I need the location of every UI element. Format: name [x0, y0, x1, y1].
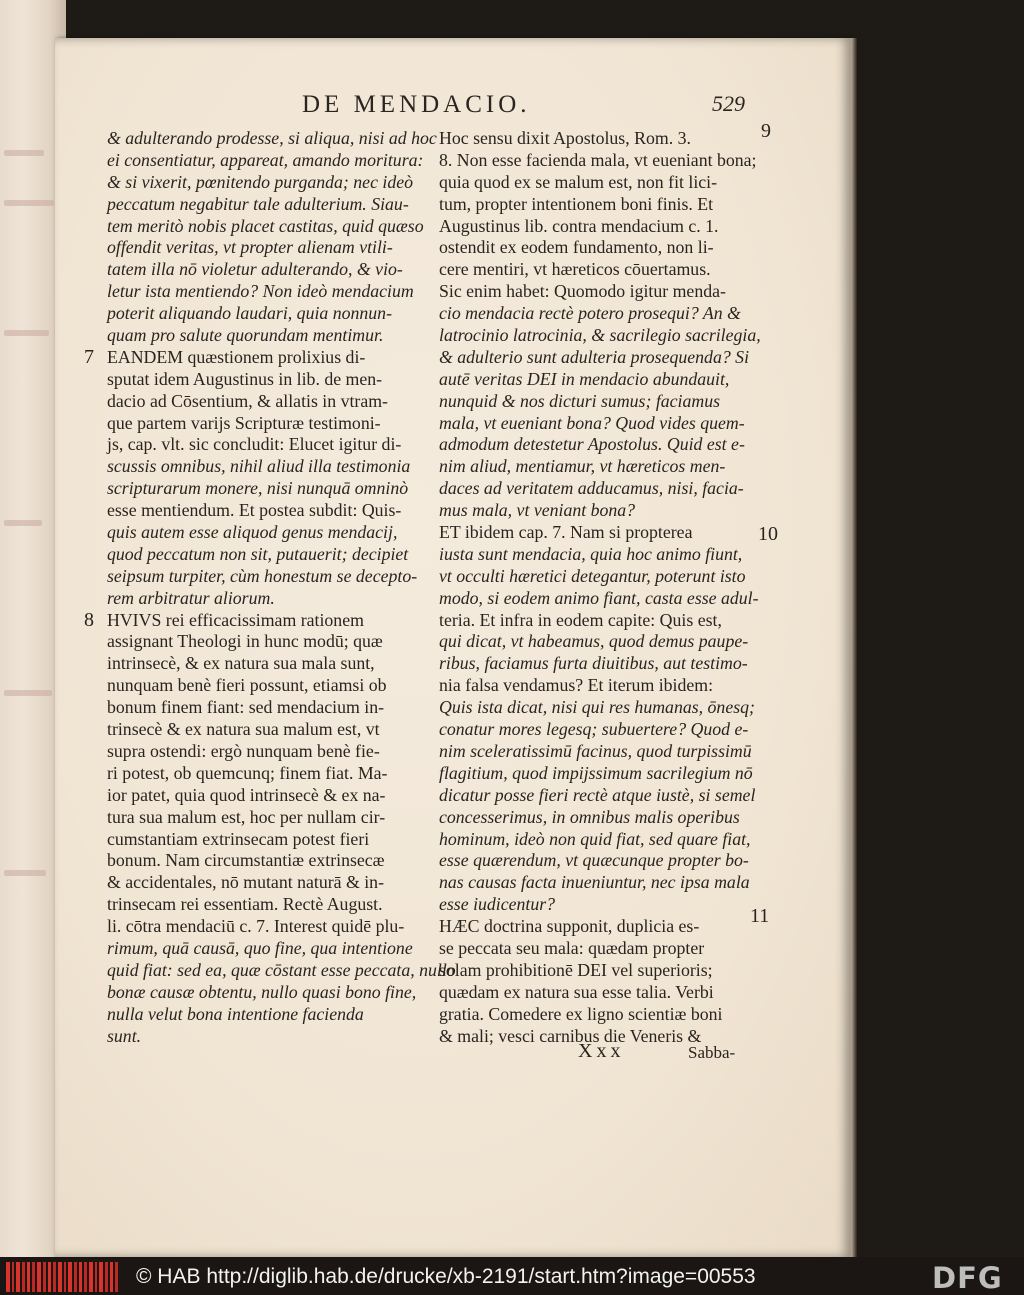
text-line: peccatum negabitur tale adulterium. Siau-: [107, 193, 409, 214]
text-line: dacio ad Cōsentium, & allatis in vtram-: [107, 390, 388, 411]
text-line: se peccata seu mala: quædam propter: [439, 937, 705, 958]
text-line: li. cōtra mendaciū c. 7. Interest quidē plu-: [107, 916, 405, 937]
left-text-column: [107, 128, 456, 1047]
page-edge-shadow: [851, 38, 857, 1257]
text-line: EANDEM quæstionem prolixius di-: [107, 346, 366, 367]
text-line: & accidentales, nō mutant naturā & in-: [107, 872, 384, 893]
text-line: que partem varijs Scripturæ testimoni-: [107, 412, 381, 433]
right-text-column: [439, 128, 769, 1047]
text-line: ET ibidem cap. 7. Nam si propterea: [439, 522, 693, 543]
text-line: rimum, quā causā, quo fine, qua intentione: [107, 937, 413, 958]
text-line: scripturarum monere, nisi nunquā omninò: [107, 478, 409, 499]
text-line: gratia. Comedere ex ligno scientiæ boni: [439, 1003, 723, 1024]
margin-number-8: 8: [84, 609, 94, 631]
text-line: offendit veritas, vt propter alienam vtili-: [107, 237, 393, 258]
text-line: js, cap. vlt. sic concludit: Elucet igitur di-: [107, 434, 402, 455]
text-line: quia quod ex se malum est, non fit lici-: [439, 171, 718, 192]
text-line: hominum, ideò non quid fiat, sed quare fiat,: [439, 828, 751, 849]
text-line: ri potest, ob quemcunq; finem fiat. Ma-: [107, 762, 388, 783]
text-line: sunt.: [107, 1025, 142, 1046]
text-line: quædam ex natura sua esse talia. Verbi: [439, 981, 714, 1002]
barcode-icon: [6, 1262, 118, 1292]
margin-number-10: 10: [758, 523, 778, 545]
text-line: mala, vt eueniant bona? Quod vides quem-: [439, 412, 745, 433]
text-line: & si vixerit, pœnitendo purganda; nec ideò: [107, 171, 414, 192]
running-head: DE MENDACIO.: [302, 91, 531, 118]
text-line: quam pro salute quorundam mentimur.: [107, 325, 384, 346]
text-line: tura sua malum est, hoc per nullam cir-: [107, 806, 386, 827]
text-line: 8. Non esse facienda mala, vt eueniant bona;: [439, 149, 757, 170]
text-line: trinsecam rei essentiam. Rectè August.: [107, 894, 383, 915]
text-line: latrocinio latrocinia, & sacrilegio sacrilegia,: [439, 325, 761, 346]
text-line: sputat idem Augustinus in lib. de men-: [107, 368, 383, 389]
dfg-logo: DFG: [932, 1261, 1003, 1295]
text-line: Quis ista dicat, nisi qui res humanas, ōnesq;: [439, 697, 755, 718]
text-line: quod peccatum non sit, putauerit; decipiet: [107, 543, 409, 564]
text-line: esse quærendum, vt quæcunque propter bo-: [439, 850, 749, 871]
text-line: bonum. Nam circumstantiæ extrinsecæ: [107, 850, 385, 871]
text-line: conatur mores legesq; subuertere? Quod e-: [439, 719, 749, 740]
text-line: dicatur posse fieri rectè atque iustè, si semel: [439, 784, 756, 805]
text-line: concesserimus, in omnibus malis operibus: [439, 806, 740, 827]
text-line: seipsum turpiter, cùm honestum se decepto-: [107, 565, 418, 586]
margin-number-11: 11: [750, 905, 770, 927]
text-line: nim sceleratissimū facinus, quod turpissimū: [439, 740, 752, 761]
text-line: scussis omnibus, nihil aliud illa testimonia: [107, 456, 411, 477]
text-line: modo, si eodem animo fiant, casta esse adul-: [439, 587, 759, 608]
text-line: tem meritò nobis placet castitas, quid quæso: [107, 215, 424, 236]
text-line: qui dicat, vt habeamus, quod demus paupe-: [439, 631, 749, 652]
text-line: & mali; vesci carnibus die Veneris &: [439, 1025, 702, 1046]
text-line: bonum finem fiant: sed mendacium in-: [107, 697, 385, 718]
text-line: poterit aliquando laudari, quia nonnun-: [107, 303, 392, 324]
text-line: ribus, faciamus furta diuitibus, aut testimo-: [439, 653, 748, 674]
text-line: nunquid & nos dicturi sumus; faciamus: [439, 390, 721, 411]
text-line: trinsecè & ex natura sua malum est, vt: [107, 719, 380, 740]
text-line: nulla velut bona intentione facienda: [107, 1003, 364, 1024]
text-line: esse iudicentur?: [439, 894, 556, 915]
text-line: admodum detestetur Apostolus. Quid est e-: [439, 434, 745, 455]
text-line: cumstantiam extrinsecam potest fieri: [107, 828, 370, 849]
signature-mark: Xxx: [578, 1040, 625, 1062]
text-line: HÆC doctrina supponit, duplicia es-: [439, 916, 700, 937]
text-line: cio mendacia rectè potero prosequi? An &: [439, 303, 741, 324]
text-line: assignant Theologi in hunc modū; quæ: [107, 631, 383, 652]
text-line: Hoc sensu dixit Apostolus, Rom. 3.: [439, 128, 691, 148]
text-line: teria. Et infra in eodem capite: Quis est,: [439, 609, 722, 630]
text-line: nim aliud, mentiamur, vt hæreticos men-: [439, 456, 726, 477]
copyright-link[interactable]: © HAB http://diglib.hab.de/drucke/xb-2191/start.htm?image=00553: [136, 1265, 756, 1288]
text-line: nia falsa vendamus? Et iterum ibidem:: [439, 675, 714, 696]
text-line: vt occulti hæretici detegantur, poterunt isto: [439, 565, 746, 586]
text-line: quis autem esse aliquod genus mendacij,: [107, 522, 398, 543]
text-line: daces ad veritatem adducamus, nisi, facia-: [439, 478, 744, 499]
catchword: Sabba-: [688, 1043, 736, 1062]
text-line: esse mentiendum. Et postea subdit: Quis-: [107, 500, 402, 521]
text-line: nunquam benè fieri possunt, etiamsi ob: [107, 675, 387, 696]
text-line: supra ostendi: ergò nunquam benè fie-: [107, 740, 380, 761]
page-number: 529: [712, 91, 745, 116]
text-line: quid fiat: sed ea, quæ cōstant esse peccata, nullo: [107, 959, 456, 980]
text-line: tum, propter intentionem boni finis. Et: [439, 193, 714, 214]
text-line: & adulterando prodesse, si aliqua, nisi ad hoc: [107, 128, 437, 148]
text-line: Augustinus lib. contra mendacium c. 1.: [439, 215, 719, 236]
text-line: ostendit ex eodem fundamento, non li-: [439, 237, 714, 258]
text-line: ei consentiatur, appareat, amando moritura:: [107, 149, 424, 170]
text-line: Sic enim habet: Quomodo igitur menda-: [439, 281, 726, 302]
text-line: & adulterio sunt adulteria prosequenda? Si: [439, 346, 750, 367]
margin-number-7: 7: [84, 346, 94, 368]
text-line: ior patet, quia quod intrinsecè & ex na-: [107, 784, 386, 805]
text-line: tatem illa nō violetur adulterando, & vio-: [107, 259, 403, 280]
text-line: autē veritas DEI in mendacio abundauit,: [439, 368, 730, 389]
text-line: bonæ causæ obtentu, nullo quasi bono fine,: [107, 981, 417, 1002]
text-line: cere mentiri, vt hæreticos cōuertamus.: [439, 259, 711, 280]
text-line: mus mala, vt veniant bona?: [439, 500, 636, 521]
text-line: nas causas facta inueniuntur, nec ipsa mala: [439, 872, 750, 893]
text-line: letur ista mentiendo? Non ideò mendacium: [107, 281, 414, 302]
text-line: flagitium, quod impijssimum sacrilegium nō: [439, 762, 753, 783]
text-line: rem arbitratur aliorum.: [107, 587, 275, 608]
text-line: HVIVS rei efficacissimam rationem: [107, 609, 364, 630]
margin-number-9: 9: [761, 120, 771, 142]
text-line: intrinsecè, & ex natura sua mala sunt,: [107, 653, 375, 674]
text-line: iusta sunt mendacia, quia hoc animo fiunt,: [439, 543, 743, 564]
text-line: solam prohibitionē DEI vel superioris;: [439, 959, 713, 980]
